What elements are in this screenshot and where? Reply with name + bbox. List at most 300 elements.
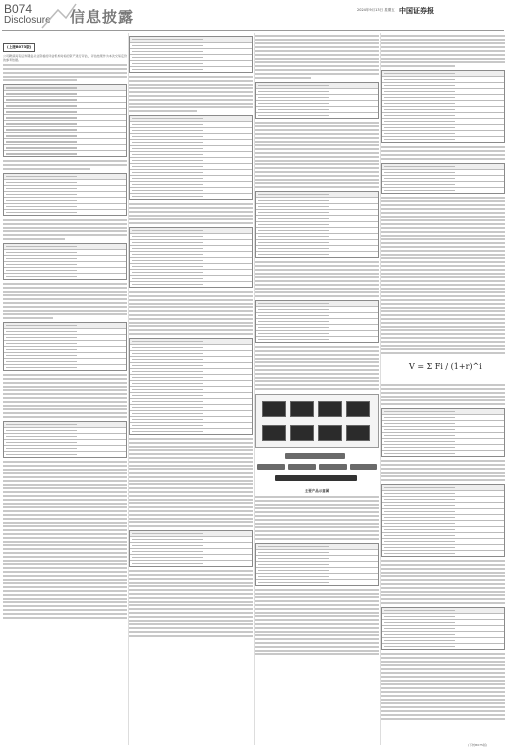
body-text-line <box>255 627 379 629</box>
body-text-line <box>255 284 379 286</box>
body-text-line <box>255 604 379 606</box>
table <box>255 300 379 343</box>
body-text-line <box>3 397 127 399</box>
body-text-line <box>3 556 127 558</box>
body-text-line <box>129 491 253 493</box>
body-text-line <box>3 378 127 380</box>
body-text-line <box>381 295 505 297</box>
body-text-line <box>129 103 253 105</box>
body-text-line <box>381 212 505 214</box>
body-text-line <box>129 457 253 459</box>
body-text-line <box>381 227 505 229</box>
body-text-line <box>129 453 253 455</box>
body-text-line <box>129 291 253 293</box>
body-text-line <box>255 73 379 75</box>
body-text-line <box>381 246 505 248</box>
body-text-line <box>381 223 505 225</box>
body-text-line <box>255 265 379 267</box>
body-text-line <box>129 449 253 451</box>
body-text-line <box>255 642 379 644</box>
body-text-line <box>381 683 505 685</box>
body-text-line <box>129 495 253 497</box>
body-text-line <box>381 257 505 259</box>
body-text-line <box>381 235 505 237</box>
body-text-line <box>3 541 127 543</box>
body-text-line <box>381 204 505 206</box>
body-text-line <box>255 526 379 528</box>
body-text-line <box>129 438 253 440</box>
body-text-line <box>255 182 379 184</box>
table <box>3 173 127 216</box>
body-text-line <box>3 294 127 296</box>
table <box>129 338 253 435</box>
body-text-line <box>381 146 505 148</box>
body-text-line <box>129 585 253 587</box>
body-text-line <box>255 295 379 297</box>
body-text-line <box>129 574 253 576</box>
body-text-line <box>381 310 505 312</box>
body-text-line <box>3 79 77 81</box>
body-text-line <box>381 695 505 697</box>
body-text-line <box>255 65 379 67</box>
body-text-line <box>381 714 505 716</box>
body-text-line <box>381 158 505 160</box>
table-row <box>130 282 252 287</box>
body-text-line <box>381 468 505 470</box>
body-text-line <box>129 295 253 297</box>
body-text-line <box>3 219 127 221</box>
body-text-line <box>3 317 53 319</box>
body-text-line <box>255 179 379 181</box>
body-text-line <box>3 168 90 170</box>
body-text-line <box>3 313 127 315</box>
table-row <box>4 274 126 279</box>
body-text-line <box>381 303 505 305</box>
body-text-line <box>3 283 127 285</box>
body-text-line <box>3 506 127 508</box>
body-text-line <box>381 231 505 233</box>
body-text-line <box>129 76 253 78</box>
body-text-line <box>3 408 127 410</box>
table-row <box>256 252 378 257</box>
body-text-line <box>381 150 505 152</box>
body-text-line <box>255 496 379 498</box>
body-text-line <box>255 384 379 386</box>
date-line: 2024年9月13日 星期五 <box>357 8 395 12</box>
figure-caption: 主要产品示意图 <box>304 489 330 494</box>
body-text-line <box>381 154 505 156</box>
body-text-line <box>3 480 127 482</box>
body-text-line <box>381 575 505 577</box>
body-text-line <box>3 560 127 562</box>
body-text-line <box>3 416 127 418</box>
body-text-line <box>381 307 505 309</box>
table <box>381 70 505 143</box>
body-text-line <box>129 91 253 93</box>
body-text-line <box>129 631 253 633</box>
body-text-line <box>381 657 505 659</box>
body-text-line <box>381 564 505 566</box>
body-text-line <box>381 403 505 405</box>
body-text-line <box>381 591 505 593</box>
body-text-line <box>255 500 379 502</box>
chip-image <box>290 401 314 417</box>
body-text-line <box>129 322 253 324</box>
table-row <box>382 137 504 142</box>
body-text-line <box>3 382 127 384</box>
body-text-line <box>255 507 379 509</box>
body-text-line <box>3 510 127 512</box>
body-text-line <box>381 664 505 666</box>
body-text-line <box>255 638 379 640</box>
body-text-line <box>255 186 379 188</box>
body-text-line <box>381 337 505 339</box>
body-text-line <box>381 392 505 394</box>
body-text-line <box>3 579 127 581</box>
body-text-line <box>255 346 379 348</box>
body-text-line <box>3 306 127 308</box>
body-text-line <box>255 46 379 48</box>
body-text-line <box>381 276 505 278</box>
chip-image <box>346 401 370 417</box>
body-text-line <box>381 269 505 271</box>
body-text-line <box>3 590 127 592</box>
body-text-line <box>3 594 127 596</box>
table-row <box>130 429 252 434</box>
body-text-line <box>255 538 379 540</box>
body-text-line <box>381 46 505 48</box>
chip-image <box>346 425 370 441</box>
chip-image <box>290 425 314 441</box>
body-text-line <box>381 288 505 290</box>
body-text-line <box>255 608 379 610</box>
body-text-line <box>381 291 505 293</box>
body-text-line <box>381 329 505 331</box>
body-text-line <box>129 518 253 520</box>
body-text-line <box>129 514 253 516</box>
body-text-line <box>3 487 127 489</box>
body-text-line <box>3 522 127 524</box>
body-text-line <box>129 329 253 331</box>
body-text-line <box>129 570 253 572</box>
body-text-line <box>381 676 505 678</box>
body-text-line <box>3 552 127 554</box>
flow-box <box>350 464 377 470</box>
body-text-line <box>129 597 253 599</box>
table-row <box>130 561 252 566</box>
body-text-line <box>381 384 505 386</box>
body-text-line <box>129 627 253 629</box>
flow-box <box>288 464 316 470</box>
table <box>381 484 505 557</box>
body-text-line <box>381 699 505 701</box>
body-text-line <box>129 635 253 637</box>
body-text-line <box>255 593 379 595</box>
body-text-line <box>129 325 253 327</box>
body-text-line <box>255 144 379 146</box>
body-text-line <box>129 578 253 580</box>
flow-box <box>275 475 357 481</box>
body-text-line <box>255 39 379 41</box>
body-text-line <box>381 265 505 267</box>
body-text-line <box>129 480 253 482</box>
body-text-line <box>255 504 379 506</box>
body-text-line <box>3 491 127 493</box>
body-text-line <box>129 604 253 606</box>
body-text-line <box>255 141 379 143</box>
body-text-line <box>3 472 127 474</box>
body-text-line <box>255 167 379 169</box>
section-title: 信息披露 <box>70 8 135 26</box>
body-text-line <box>255 261 379 263</box>
body-text-line <box>255 125 379 127</box>
body-text-line <box>381 333 505 335</box>
process-flow-diagram <box>255 452 379 486</box>
table-row <box>256 337 378 342</box>
body-text-line <box>3 533 127 535</box>
body-text-line <box>129 446 253 448</box>
body-text-line <box>255 653 379 655</box>
body-text-line <box>3 310 127 312</box>
body-text-line <box>129 95 253 97</box>
table-row <box>130 194 252 199</box>
body-text-line <box>381 197 505 199</box>
body-text-line <box>129 499 253 501</box>
body-text-line <box>381 35 505 37</box>
body-text-line <box>3 582 127 584</box>
body-text-line <box>3 495 127 497</box>
table-row <box>382 188 504 193</box>
chip-image <box>318 425 342 441</box>
body-text-line <box>3 234 127 236</box>
body-text-line <box>381 598 505 600</box>
body-text-line <box>3 503 127 505</box>
body-text-line <box>381 399 505 401</box>
body-text-line <box>255 69 379 71</box>
body-text-line <box>129 84 253 86</box>
body-text-line <box>3 514 127 516</box>
body-text-line <box>3 465 127 467</box>
body-text-line <box>381 299 505 301</box>
body-text-line <box>381 691 505 693</box>
body-text-line <box>381 261 505 263</box>
body-text-line <box>381 472 505 474</box>
body-text-line <box>3 223 127 225</box>
body-text-line <box>381 250 505 252</box>
body-text-line <box>381 341 505 343</box>
body-text-line <box>381 579 505 581</box>
body-text-line <box>381 50 505 52</box>
body-text-line <box>381 58 505 60</box>
body-text-line <box>381 587 505 589</box>
body-text-line <box>255 596 379 598</box>
body-text-line <box>129 521 253 523</box>
body-text-line <box>381 322 505 324</box>
body-text-line <box>129 211 253 213</box>
body-text-line <box>381 661 505 663</box>
product-photo-panel <box>255 394 379 448</box>
body-text-line <box>3 230 127 232</box>
table <box>255 543 379 586</box>
body-text-line <box>3 461 127 463</box>
body-text-line <box>381 254 505 256</box>
body-text-line <box>3 64 127 66</box>
table <box>381 163 505 194</box>
body-text-line <box>255 634 379 636</box>
body-text-line <box>255 358 379 360</box>
body-text-line <box>129 333 253 335</box>
body-text-line <box>381 273 505 275</box>
body-text-line <box>129 215 253 217</box>
body-text-line <box>381 702 505 704</box>
body-text-line <box>255 519 379 521</box>
body-text-line <box>255 156 379 158</box>
continued-note: (下转B075版) <box>468 743 488 747</box>
flow-box <box>285 453 345 459</box>
body-text-line <box>381 396 505 398</box>
body-text-line <box>255 631 379 633</box>
table-row <box>4 210 126 215</box>
table <box>255 191 379 258</box>
body-text-line <box>129 506 253 508</box>
body-text-line <box>3 548 127 550</box>
body-text-line <box>255 515 379 517</box>
table-row <box>382 451 504 456</box>
body-text-line <box>3 298 127 300</box>
body-text-line <box>255 534 379 536</box>
body-text-line <box>255 619 379 621</box>
body-text-line <box>129 620 253 622</box>
body-text-line <box>129 589 253 591</box>
body-text-line <box>3 476 127 478</box>
body-text-line <box>129 99 253 101</box>
body-text-line <box>255 160 379 162</box>
body-text-line <box>381 318 505 320</box>
header-rule <box>2 30 504 31</box>
body-text-line <box>381 65 455 67</box>
body-text-line <box>381 464 505 466</box>
body-text-line <box>3 544 127 546</box>
body-text-line <box>3 575 127 577</box>
page-code: B074 <box>4 2 33 16</box>
body-text-line <box>381 284 505 286</box>
body-text-line <box>255 280 379 282</box>
body-text-line <box>381 594 505 596</box>
column-3 <box>255 33 379 745</box>
body-text-line <box>381 242 505 244</box>
body-text-line <box>255 623 379 625</box>
body-text-line <box>129 608 253 610</box>
body-text-line <box>255 61 379 63</box>
intro-paragraph: 公司聘请具有证券期货从业资格的评估机构对标的资产进行评估，评估结果作为本次交易定价的参考依据。 <box>3 54 127 63</box>
body-text-line <box>255 615 379 617</box>
table-row <box>382 644 504 649</box>
body-text-line <box>255 646 379 648</box>
body-text-line <box>129 106 253 108</box>
body-text-line <box>255 269 379 271</box>
body-text-line <box>255 50 379 52</box>
body-text-line <box>381 326 505 328</box>
body-text-line <box>129 483 253 485</box>
flow-box <box>257 464 285 470</box>
body-text-line <box>129 465 253 467</box>
body-text-line <box>255 163 379 165</box>
body-text-line <box>129 623 253 625</box>
body-text-line <box>3 525 127 527</box>
body-text-line <box>255 612 379 614</box>
body-text-line <box>3 586 127 588</box>
table <box>129 530 253 567</box>
body-text-line <box>381 61 505 63</box>
body-text-line <box>129 612 253 614</box>
body-text-line <box>381 280 505 282</box>
body-text-line <box>255 600 379 602</box>
body-text-line <box>3 598 127 600</box>
body-text-line <box>381 479 505 481</box>
body-text-line <box>3 518 127 520</box>
body-text-line <box>3 302 127 304</box>
body-text-line <box>129 80 253 82</box>
body-text-line <box>381 388 505 390</box>
body-text-line <box>129 207 253 209</box>
body-text-line <box>3 76 127 78</box>
body-text-line <box>255 122 379 124</box>
body-text-line <box>129 299 253 301</box>
body-text-line <box>381 475 505 477</box>
body-text-line <box>129 203 253 205</box>
body-text-line <box>129 314 253 316</box>
body-text-line <box>129 582 253 584</box>
publication-name: 中国证券报 <box>399 6 434 15</box>
body-text-line <box>129 442 253 444</box>
body-text-line <box>3 227 127 229</box>
body-text-line <box>3 605 127 607</box>
table <box>129 36 253 73</box>
body-text-line <box>255 365 379 367</box>
body-text-line <box>3 164 127 166</box>
body-text-line <box>255 361 379 363</box>
body-text-line <box>129 487 253 489</box>
table <box>381 607 505 650</box>
body-text-line <box>3 374 127 376</box>
body-text-line <box>381 653 505 655</box>
body-text-line <box>381 348 505 350</box>
valuation-formula <box>381 358 505 380</box>
body-text-line <box>381 572 505 574</box>
body-text-line <box>255 650 379 652</box>
body-text-line <box>129 218 253 220</box>
body-text-line <box>3 401 127 403</box>
body-text-line <box>255 137 379 139</box>
body-text-line <box>129 502 253 504</box>
body-text-line <box>3 386 127 388</box>
body-text-line <box>129 468 253 470</box>
body-text-line <box>3 291 127 293</box>
body-text-line <box>3 529 127 531</box>
body-text-line <box>381 583 505 585</box>
body-text-line <box>381 668 505 670</box>
body-text-line <box>381 568 505 570</box>
body-text-line <box>255 523 379 525</box>
formula-text: V = Σ Fi / (1+r)^i <box>409 362 482 372</box>
body-text-line <box>129 222 253 224</box>
continuation-heading: (上接B073版) <box>3 43 35 52</box>
body-text-line <box>255 373 379 375</box>
page-header <box>0 0 506 34</box>
table <box>3 84 127 157</box>
body-text-line <box>381 602 505 604</box>
flow-box <box>319 464 347 470</box>
